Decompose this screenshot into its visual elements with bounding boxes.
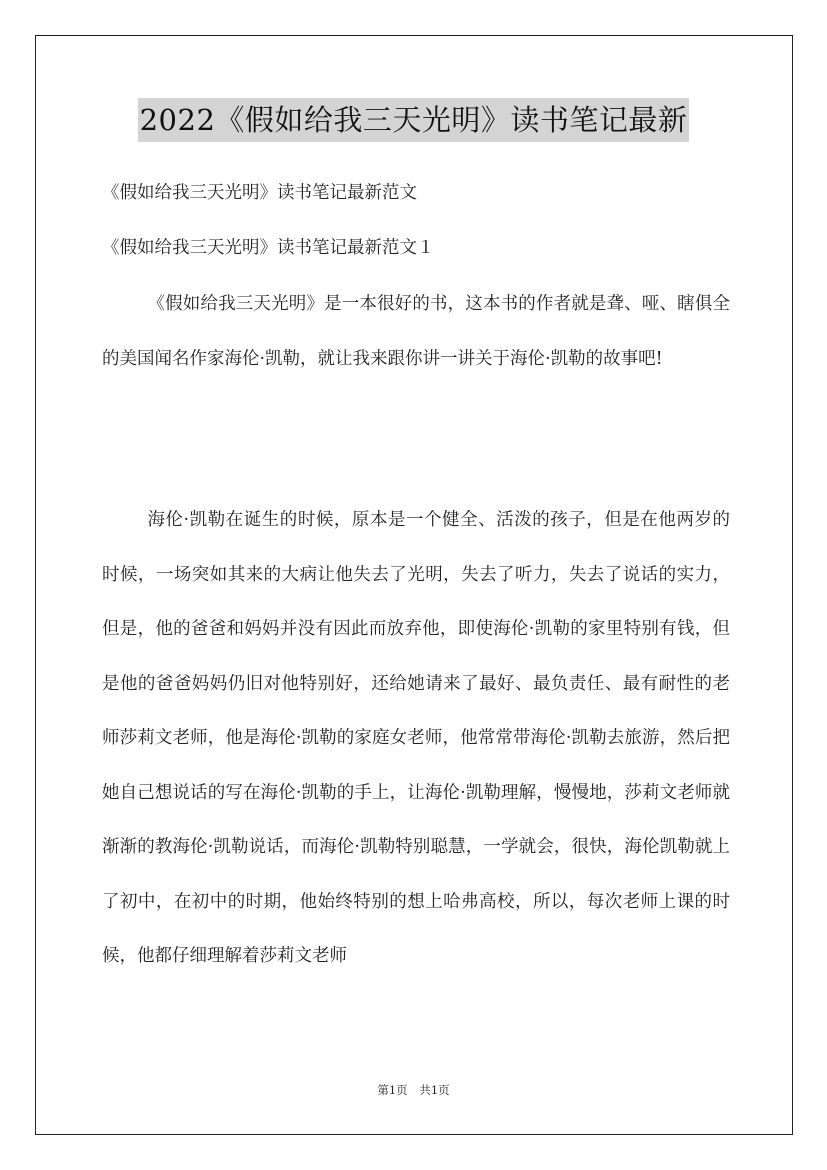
subtitle-line-1: 《假如给我三天光明》读书笔记最新范文: [102, 183, 417, 203]
subtitle-line-2: 《假如给我三天光明》读书笔记最新范文１: [102, 238, 435, 258]
page-number-total: 共1页: [419, 1083, 450, 1097]
title-container: [0, 98, 827, 142]
page-footer: [0, 1082, 827, 1098]
paragraph-2: 海伦·凯勒在诞生的时候，原本是一个健全、活泼的孩子，但是在他两岁的时候，一场突如其来的大病让他失去了光明，失去了听力，失去了说话的实力，但是，他的爸爸和妈妈并没有因此而放弃他，即使海伦·凯勒的家里特别有钱，但是他的爸爸妈妈仍旧对他特别好，还给她请来了最好、最负责任、最有耐性的老师莎莉文老师，他是海伦·凯勒的家庭女老师，他常常带海伦·凯勒去旅游，然后把她自己想说话的写在海伦·凯勒的手上，让海伦·凯勒理解，慢慢地，莎莉文老师就渐渐的教海伦·凯勒说话，而海伦·凯勒特别聪慧，一学就会，很快，海伦凯勒就上了初中，在初中的时期，他始终特别的想上哈弗高校，所以，每次老师上课的时候，他都仔细理解着莎莉文老师: [102, 510, 730, 966]
page-number-current: 第1页: [377, 1083, 408, 1097]
document-title: 2022《假如给我三天光明》读书笔记最新: [138, 98, 690, 142]
paragraph-1: 《假如给我三天光明》是一本很好的书，这本书的作者就是聋、哑、瞎俱全的美国闻名作家海伦·凯勒，就让我来跟你讲一讲关于海伦·凯勒的故事吧!: [102, 294, 730, 369]
